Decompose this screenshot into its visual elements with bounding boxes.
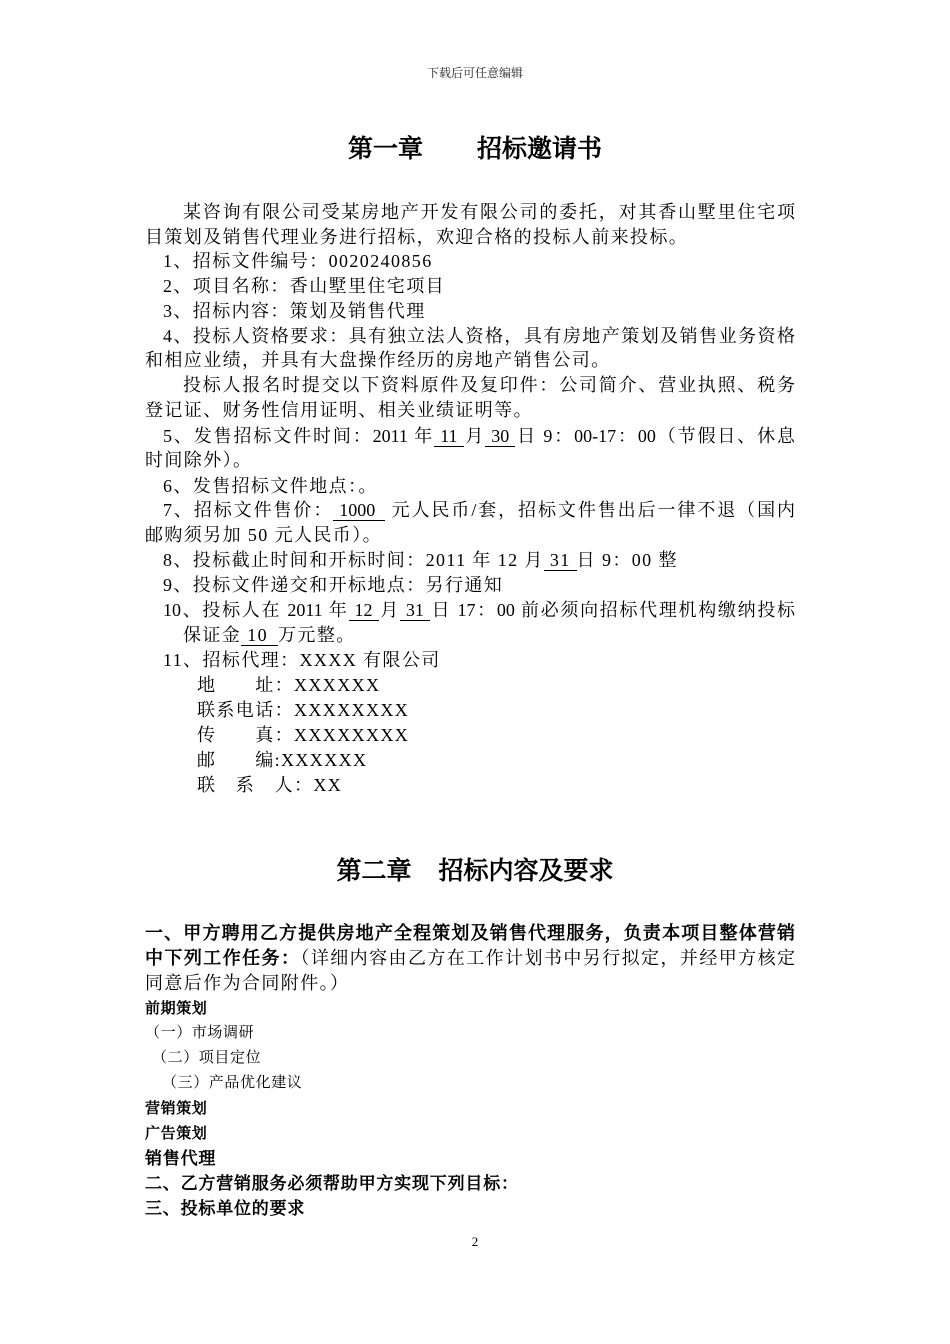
documents-line-1: 投标人报名时提交以下资料原件及复印件：公司简介、营业执照、税务 xyxy=(183,375,795,395)
page-number: 2 xyxy=(471,1234,479,1249)
item-5-day: 30 xyxy=(485,426,515,447)
chapter1-title xyxy=(0,135,950,165)
section-1-line-3: 同意后作为合同附件。） xyxy=(145,973,350,993)
chapter1-number: 第一章 xyxy=(347,136,423,163)
agency-fax: 传 真：XXXXXXXX xyxy=(197,725,410,745)
pre-planning-item-positioning: （二）项目定位 xyxy=(152,1050,262,1066)
chapter1-name: 招标邀请书 xyxy=(477,136,603,163)
item-5-month-unit: 月 xyxy=(463,426,486,446)
item-11-agency: 11、招标代理：XXXX 有限公司 xyxy=(163,650,441,670)
pre-planning-item-market-research: （一）市场调研 xyxy=(145,1025,255,1041)
chapter2-name: 招标内容及要求 xyxy=(438,858,614,885)
item-10-deposit-prefix: 保证金 xyxy=(183,625,242,645)
item-10-deposit-suffix: 万元整。 xyxy=(278,625,356,645)
item-7-price: 1000 xyxy=(333,500,385,521)
item-8-day: 31 xyxy=(544,550,577,571)
item-7-prefix: 7、招标文件售价： xyxy=(163,500,334,520)
item-10-deposit-amount: 10 xyxy=(241,625,278,646)
item-4-line-2: 和相应业绩，并具有大盘操作经历的房地产销售公司。 xyxy=(145,350,611,370)
agency-contact-person: 联 系 人：XX xyxy=(197,775,343,795)
item-8-deadline xyxy=(163,548,678,573)
section-2-heading: 二、乙方营销服务必须帮助甲方实现下列目标： xyxy=(145,1174,519,1193)
section-1-line-2-note: （详细内容由乙方在工作计划书中另行拟定，并经甲方核定 xyxy=(300,948,796,968)
item-4-line-1: 4、投标人资格要求：具有独立法人资格，具有房地产策划及销售业务资格 xyxy=(163,326,795,346)
marketing-planning-heading: 营销策划 xyxy=(145,1100,208,1117)
intro-line-1: 某咨询有限公司受某房地产开发有限公司的委托，对其香山墅里住宅项 xyxy=(183,202,795,222)
section-3-heading: 三、投标单位的要求 xyxy=(145,1199,306,1218)
item-10-day: 31 xyxy=(400,600,430,621)
item-7-line-1 xyxy=(163,498,795,523)
item-10-month: 12 xyxy=(349,600,379,621)
section-1-line-2-bold: 中下列工作任务： xyxy=(145,948,301,968)
item-8-suffix: 日 9：00 整 xyxy=(576,550,678,570)
item-7-suffix: 元人民币/套，招标文件售出后一律不退（国内 xyxy=(385,500,795,520)
item-8-prefix: 8、投标截止时间和开标时间：2011 年 12 月 xyxy=(163,550,544,570)
item-5-line-1 xyxy=(163,424,795,449)
item-7-line-2: 邮购须另加 50 元人民币）。 xyxy=(145,525,382,545)
item-5-suffix: 日 9：00-17：00（节假日、休息 xyxy=(515,426,795,446)
item-3-tender-content: 3、招标内容：策划及销售代理 xyxy=(163,301,426,321)
sales-agency-heading: 销售代理 xyxy=(145,1149,217,1168)
header-note: 下载后可任意编辑 xyxy=(426,66,523,80)
ad-planning-heading: 广告策划 xyxy=(145,1125,208,1142)
agency-address: 地 址：XXXXXX xyxy=(197,675,381,695)
section-1-line-1: 一、甲方聘用乙方提供房地产全程策划及销售代理服务，负责本项目整体营销 xyxy=(145,923,795,943)
item-10-suffix: 日 17：00 前必须向招标代理机构缴纳投标 xyxy=(429,600,796,620)
item-5-month: 11 xyxy=(434,426,463,447)
agency-phone: 联系电话：XXXXXXXX xyxy=(197,700,410,720)
item-6-sale-location: 6、发售招标文件地点：。 xyxy=(163,476,378,496)
intro-line-2: 目策划及销售代理业务进行招标，欢迎合格的投标人前来投标。 xyxy=(145,227,689,247)
item-10-line-1 xyxy=(163,598,795,623)
documents-line-2: 登记证、财务性信用证明、相关业绩证明等。 xyxy=(145,400,533,420)
item-9-submission-location: 9、投标文件递交和开标地点：另行通知 xyxy=(163,575,504,595)
item-10-line-2 xyxy=(183,623,356,648)
item-10-month-unit: 月 xyxy=(378,600,400,620)
pre-planning-heading: 前期策划 xyxy=(145,1000,208,1017)
chapter2-title xyxy=(0,857,950,887)
chapter2-number: 第二章 xyxy=(336,858,412,885)
item-1-document-number: 1、招标文件编号：0020240856 xyxy=(163,251,433,271)
item-5-line-2: 时间除外）。 xyxy=(145,450,253,470)
pre-planning-item-product-optimization: （三）产品优化建议 xyxy=(162,1075,303,1091)
item-5-prefix: 5、发售招标文件时间：2011 年 xyxy=(163,426,435,446)
section-1-line-2 xyxy=(145,946,795,971)
item-10-prefix: 10、投标人在 2011 年 xyxy=(163,600,349,620)
item-2-project-name: 2、项目名称：香山墅里住宅项目 xyxy=(163,276,445,296)
agency-postal-code: 邮 编:XXXXXX xyxy=(197,750,368,770)
